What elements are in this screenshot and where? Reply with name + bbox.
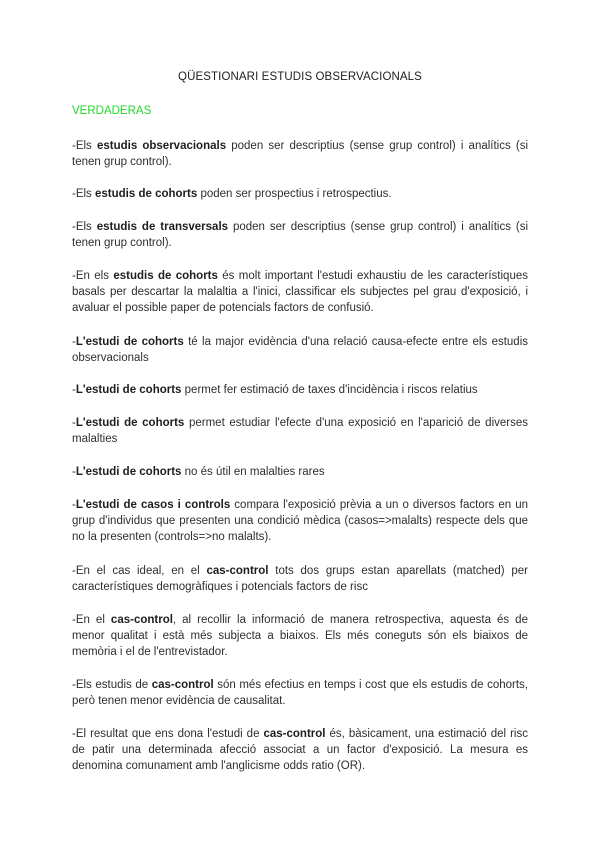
statement-prefix: -El resultat que ens dona l'estudi de [72,728,264,740]
statement-prefix: -En els [72,270,114,282]
statement-text: poden ser descriptius (sense grup control) i analítics (si tenen grup control). [72,221,529,249]
statement-prefix: -Els [72,188,95,200]
statement-keyword: L'estudi de cohorts [75,384,182,396]
statement-text: és, bàsicament, una estimació del risc de patir una determinada afecció associat a un factor d'exposició. La mesura es denomina comunament amb l'anglicisme odds ratio (OR). [72,728,528,772]
statement-text: no és útil en malalties rares [181,466,325,478]
statement-paragraph [72,382,528,398]
statement-text: són més efectius en temps i cost que els estudis de cohorts, però tenen menor evidència de causalitat. [72,679,528,707]
statement-paragraph [72,219,528,251]
statement-text: poden ser prospectius i retrospectius. [197,188,392,200]
statement-prefix: - [72,499,76,511]
statement-prefix: - [72,417,76,429]
statement-keyword: estudis de cohorts [113,270,218,282]
statement-keyword: cas-control [151,679,214,691]
statement-keyword: cas-control [110,614,173,626]
statement-paragraph [72,612,528,660]
statement-prefix: -En el [72,614,111,626]
statement-paragraph [72,563,528,595]
statement-text: poden ser descriptius (sense grup control) i analítics (si tenen grup control). [72,140,529,168]
statement-keyword: cas-control [206,565,269,577]
statement-paragraph [72,677,528,709]
statement-keyword: L'estudi de cohorts [75,466,182,478]
statement-keyword: cas-control [263,728,326,740]
document-title: QÜESTIONARI ESTUDIS OBSERVACIONALS [178,71,422,83]
section-label: VERDADERAS [72,105,152,117]
statement-paragraph [72,334,528,366]
statement-keyword: estudis de cohorts [95,188,198,200]
statement-keyword: L'estudi de cohorts [75,336,184,348]
statement-paragraph [72,268,528,316]
statement-paragraph [72,726,528,774]
statement-paragraph [72,138,528,170]
statement-text: té la major evidència d'una relació causa-efecte entre els estudis observacionals [72,336,529,364]
statement-prefix: - [72,466,76,478]
statement-prefix: - [72,384,76,396]
statement-keyword: L'estudi de casos i controls [75,499,231,511]
statement-keyword: estudis observacionals [96,140,227,152]
statement-text: , al recollir la informació de manera retrospectiva, aquesta és de menor qualitat i està més subjecta a biaixos. Els més coneguts són els biaixos de memòria i el de l'entrevistador. [72,614,528,658]
statement-paragraph [72,415,528,447]
statement-text: permet fer estimació de taxes d'incidència i riscos relatius [181,384,478,396]
statement-keyword: estudis de transversals [96,221,229,233]
statement-prefix: -Els [72,140,97,152]
statement-text: compara l'exposició prèvia a un o diversos factors en un grup d'individus que presenten una condició mèdica (casos=>malalts) respecte dels que no la presenten (controls=>no malalts). [72,499,528,543]
statement-paragraph [72,497,528,545]
statement-prefix: - [72,336,76,348]
statement-prefix: -Els estudis de [72,679,152,691]
statement-prefix: -En el cas ideal, en el [72,565,207,577]
statement-text: permet estudiar l'efecte d'una exposició en l'aparició de diverses malalties [72,417,529,445]
statement-paragraph [72,464,528,480]
statement-paragraph [72,186,528,202]
statement-text: és molt important l'estudi exhaustiu de les característiques basals per descartar la malaltia a l'inici, classificar els subjectes pel grau d'exposició, i avaluar el possible paper de potencials factors de confusió. [72,270,528,314]
statement-text: tots dos grups estan aparellats (matched) per característiques demogràfiques i potencials factors de risc [72,565,528,593]
statement-prefix: -Els [72,221,97,233]
statement-keyword: L'estudi de cohorts [75,417,185,429]
